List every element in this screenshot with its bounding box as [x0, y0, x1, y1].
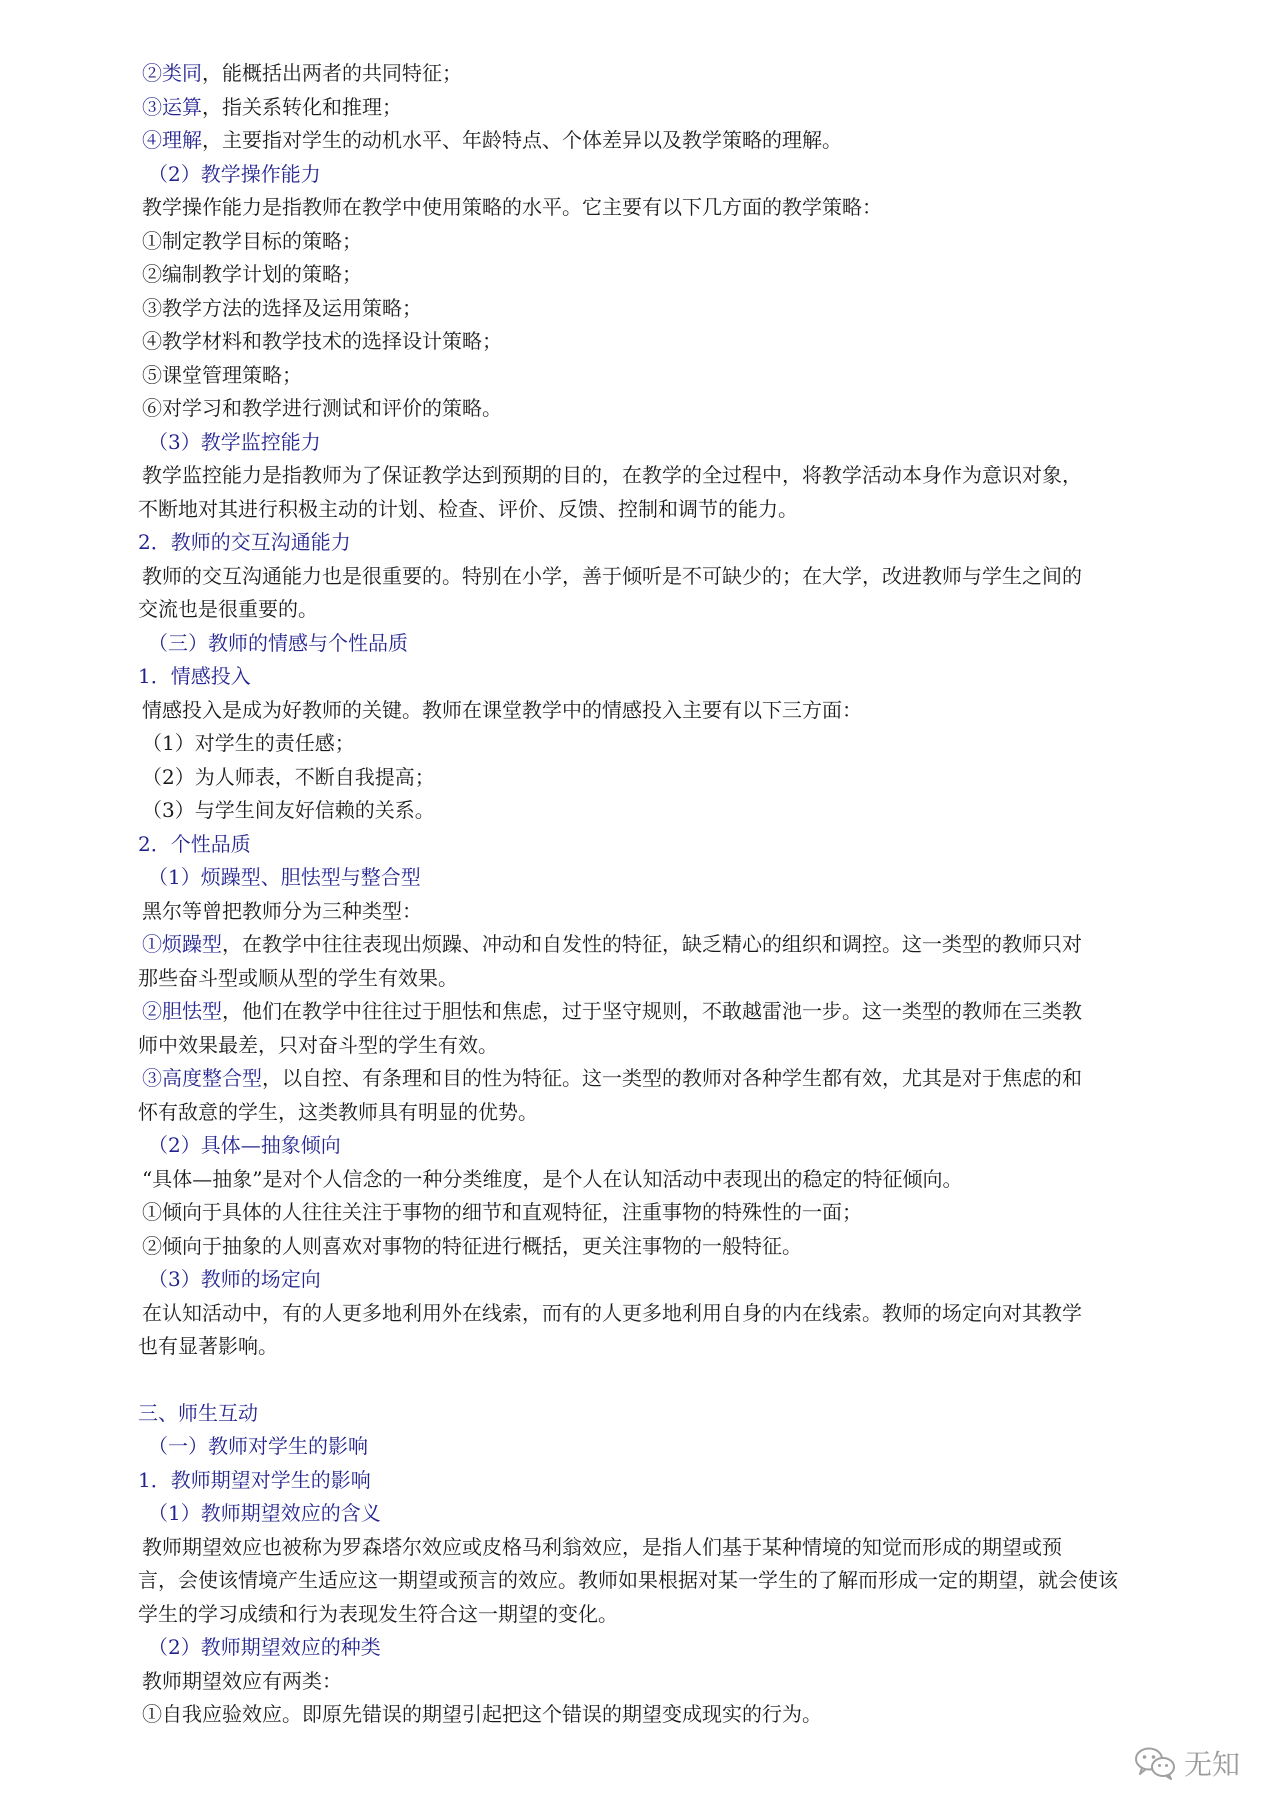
list-item: ④教学材料和教学技术的选择设计策略；	[142, 329, 502, 353]
list-item: （1）对学生的责任感；	[142, 731, 355, 755]
list-item: ②胆怯型，他们在教学中往往过于胆怯和焦虑，过于坚守规则，不敢越雷池一步。这一类型的教师在三类教	[142, 999, 1082, 1023]
keyword: ②胆怯型	[142, 999, 222, 1023]
subheading: （2）具体—抽象倾向	[148, 1133, 341, 1157]
paragraph-line: 教师的交互沟通能力也是很重要的。特别在小学，善于倾听是不可缺少的；在大学，改进教师与学生之间的	[142, 563, 1082, 588]
list-item: ④理解，主要指对学生的动机水平、年龄特点、个体差异以及教学策略的理解。	[142, 128, 842, 152]
list-item: ③运算，指关系转化和推理；	[142, 94, 402, 119]
paragraph-line: 在认知活动中，有的人更多地利用外在线索，而有的人更多地利用自身的内在线索。教师的场定向对其教学	[142, 1300, 1082, 1325]
section-heading: （一）教师对学生的影响	[148, 1434, 368, 1458]
list-item: ③高度整合型，以自控、有条理和目的性为特征。这一类型的教师对各种学生都有效，尤其是对于焦虑的和	[142, 1066, 1082, 1090]
section-heading: （三）教师的情感与个性品质	[148, 630, 408, 655]
paragraph-line: 情感投入是成为好教师的关键。教师在课堂教学中的情感投入主要有以下三方面：	[142, 697, 862, 722]
paragraph-line: 也有显著影响。	[138, 1334, 278, 1358]
paragraph-line: 学生的学习成绩和行为表现发生符合这一期望的变化。	[138, 1601, 618, 1626]
keyword: ②类同	[142, 61, 202, 85]
paragraph-line: 教师期望效应也被称为罗森塔尔效应或皮格马利翁效应，是指人们基于某种情境的知觉而形成的期望或预	[142, 1534, 1062, 1559]
paragraph-line: 言，会使该情境产生适应这一期望或预言的效应。教师如果根据对某一学生的了解而形成一定的期望，就会使该	[138, 1568, 1118, 1592]
subheading: （1）烦躁型、胆怯型与整合型	[148, 865, 421, 889]
list-item: ②倾向于抽象的人则喜欢对事物的特征进行概括，更关注事物的一般特征。	[142, 1233, 802, 1258]
section-heading: 1．情感投入	[138, 664, 251, 688]
blank-line	[138, 1364, 1198, 1397]
keyword: ①烦躁型	[142, 932, 222, 956]
section-heading: 2．个性品质	[138, 831, 251, 856]
list-item: ①自我应验效应。即原先错误的期望引起把这个错误的期望变成现实的行为。	[142, 1702, 822, 1726]
watermark	[1134, 1743, 1240, 1783]
subheading: （3）教师的场定向	[148, 1267, 321, 1291]
wechat-icon	[1134, 1746, 1176, 1780]
subheading: （1）教师期望效应的含义	[148, 1501, 381, 1525]
list-item: ⑥对学习和教学进行测试和评价的策略。	[142, 396, 502, 420]
paragraph-line: 交流也是很重要的。	[138, 597, 318, 621]
keyword: ③运算	[142, 94, 202, 119]
list-item: ⑤课堂管理策略；	[142, 362, 302, 387]
keyword: ③高度整合型	[142, 1066, 262, 1090]
paragraph-line: 黑尔等曾把教师分为三种类型：	[142, 898, 422, 923]
list-item: ①烦躁型，在教学中往往表现出烦躁、冲动和自发性的特征，缺乏精心的组织和调控。这一类型的教师只对	[142, 932, 1082, 956]
list-item: （3）与学生间友好信赖的关系。	[142, 798, 435, 822]
paragraph-line: 那些奋斗型或顺从型的学生有效果。	[138, 965, 458, 990]
list-item: ①制定教学目标的策略；	[142, 228, 362, 253]
watermark-label: 无知	[1183, 1749, 1240, 1780]
paragraph-line: 教学监控能力是指教师为了保证教学达到预期的目的，在教学的全过程中，将教学活动本身作为意识对象，	[142, 463, 1082, 487]
list-item: ②编制教学计划的策略；	[142, 262, 362, 286]
section-heading: 2．教师的交互沟通能力	[138, 530, 351, 554]
document-body	[138, 57, 1198, 1732]
subheading: （3）教学监控能力	[148, 429, 321, 454]
paragraph-line: 教师期望效应有两类：	[142, 1668, 342, 1693]
keyword: ④理解	[142, 128, 202, 152]
paragraph-line: 怀有敌意的学生，这类教师具有明显的优势。	[138, 1099, 538, 1124]
section-heading: 1．教师期望对学生的影响	[138, 1467, 371, 1492]
subheading: （2）教师期望效应的种类	[148, 1635, 381, 1659]
list-item: ①倾向于具体的人往往关注于事物的细节和直观特征，注重事物的特殊性的一面；	[142, 1200, 862, 1224]
paragraph-line: 师中效果最差，只对奋斗型的学生有效。	[138, 1032, 498, 1057]
list-item: （2）为人师表，不断自我提高；	[142, 764, 435, 789]
paragraph-line: “具体—抽象”是对个人信念的一种分类维度，是个人在认知活动中表现出的稳定的特征倾向。	[142, 1166, 963, 1191]
list-item: ②类同，能概括出两者的共同特征；	[142, 61, 462, 85]
paragraph-line: 教学操作能力是指教师在教学中使用策略的水平。它主要有以下几方面的教学策略：	[142, 195, 882, 219]
list-item: ③教学方法的选择及运用策略；	[142, 295, 422, 320]
chapter-heading: 三、师生互动	[138, 1400, 258, 1425]
paragraph-line: 不断地对其进行积极主动的计划、检查、评价、反馈、控制和调节的能力。	[138, 496, 798, 521]
subheading: （2）教学操作能力	[148, 161, 321, 186]
